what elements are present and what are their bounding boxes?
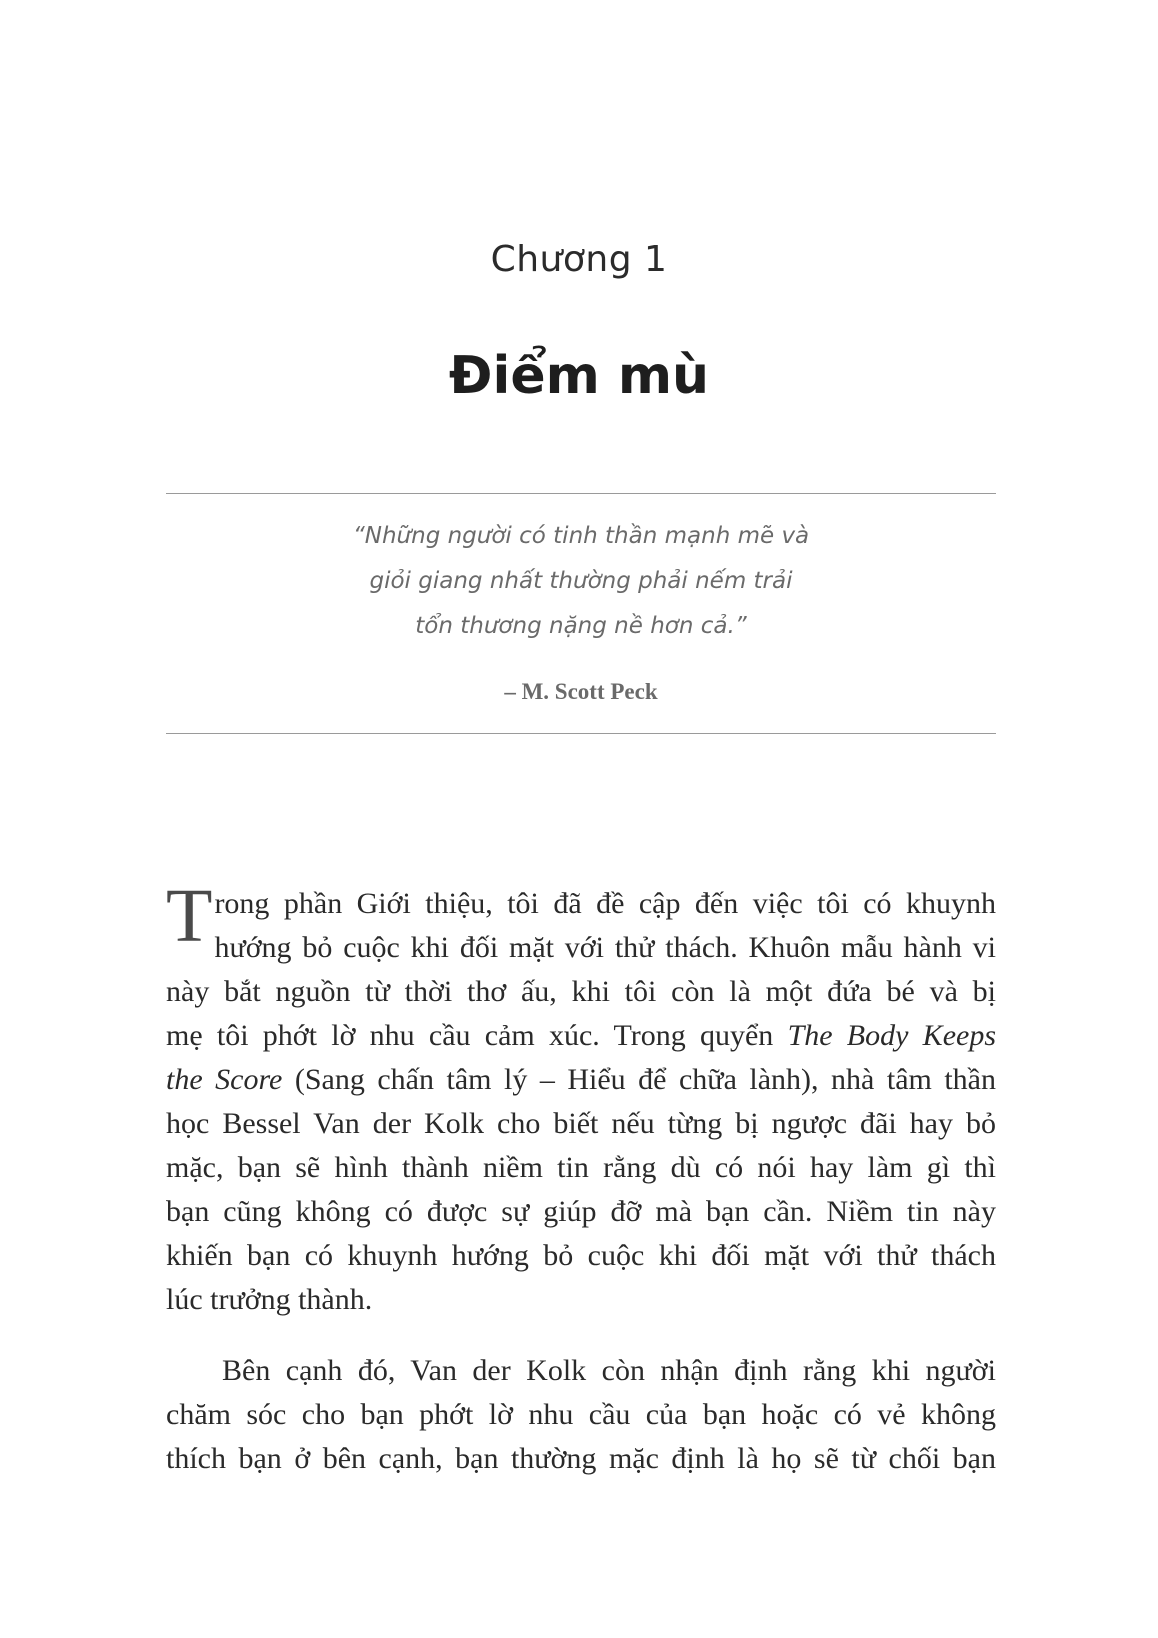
epigraph-line: giỏi giang nhất thường phải nếm trải: [369, 568, 793, 594]
text-line: lúc trưởng thành.: [166, 1283, 373, 1316]
chapter-label: Chương 1: [490, 239, 668, 280]
text-run: mẹ tôi phớt lờ nhu cầu cảm xúc. Trong quyển: [166, 1019, 788, 1052]
text-line: hướng bỏ cuộc khi đối mặt với thử thách. Khuôn mẫu hành vi: [214, 931, 996, 964]
book-title-italic: The Body Keeps: [787, 1019, 996, 1052]
epigraph-quote: [166, 514, 996, 649]
chapter-title: Điểm mù: [448, 346, 710, 406]
text-line: Bên cạnh đó, Van der Kolk còn nhận định rằng khi người: [222, 1354, 996, 1387]
divider-bottom: [166, 733, 996, 734]
text-line: [166, 1014, 996, 1058]
epigraph-line: “Những người có tinh thần mạnh mẽ và: [352, 523, 810, 549]
text-line: rong phần Giới thiệu, tôi đã đề cập đến việc tôi có khuynh: [214, 887, 996, 920]
body-paragraph-1: [166, 874, 997, 1322]
text-line: khiến bạn có khuynh hướng bỏ cuộc khi đối mặt với thử thách: [166, 1239, 996, 1272]
text-line: chăm sóc cho bạn phớt lờ nhu cầu của bạn hoặc có vẻ không: [166, 1398, 996, 1431]
text-run: (Sang chấn tâm lý – Hiểu để chữa lành), nhà tâm thần: [282, 1063, 997, 1096]
text-line: [166, 1058, 996, 1102]
text-line: mặc, bạn sẽ hình thành niềm tin rằng dù có nói hay làm gì thì: [166, 1151, 996, 1184]
text-line: thích bạn ở bên cạnh, bạn thường mặc định là họ sẽ từ chối bạn: [166, 1442, 996, 1475]
text-line: này bắt nguồn từ thời thơ ấu, khi tôi còn là một đứa bé và bị: [166, 975, 996, 1008]
epigraph-line: tổn thương nặng nề hơn cả.”: [415, 613, 747, 639]
book-title-italic: the Score: [166, 1063, 283, 1096]
divider-top: [166, 493, 996, 494]
epigraph-attribution: – M. Scott Peck: [504, 679, 658, 704]
text-line: bạn cũng không có được sự giúp đỡ mà bạn cần. Niềm tin này: [166, 1195, 996, 1228]
text-line: học Bessel Van der Kolk cho biết nếu từng bị ngược đãi hay bỏ: [166, 1107, 996, 1140]
body-paragraph-2: [166, 1349, 996, 1481]
drop-cap: T: [166, 874, 213, 958]
